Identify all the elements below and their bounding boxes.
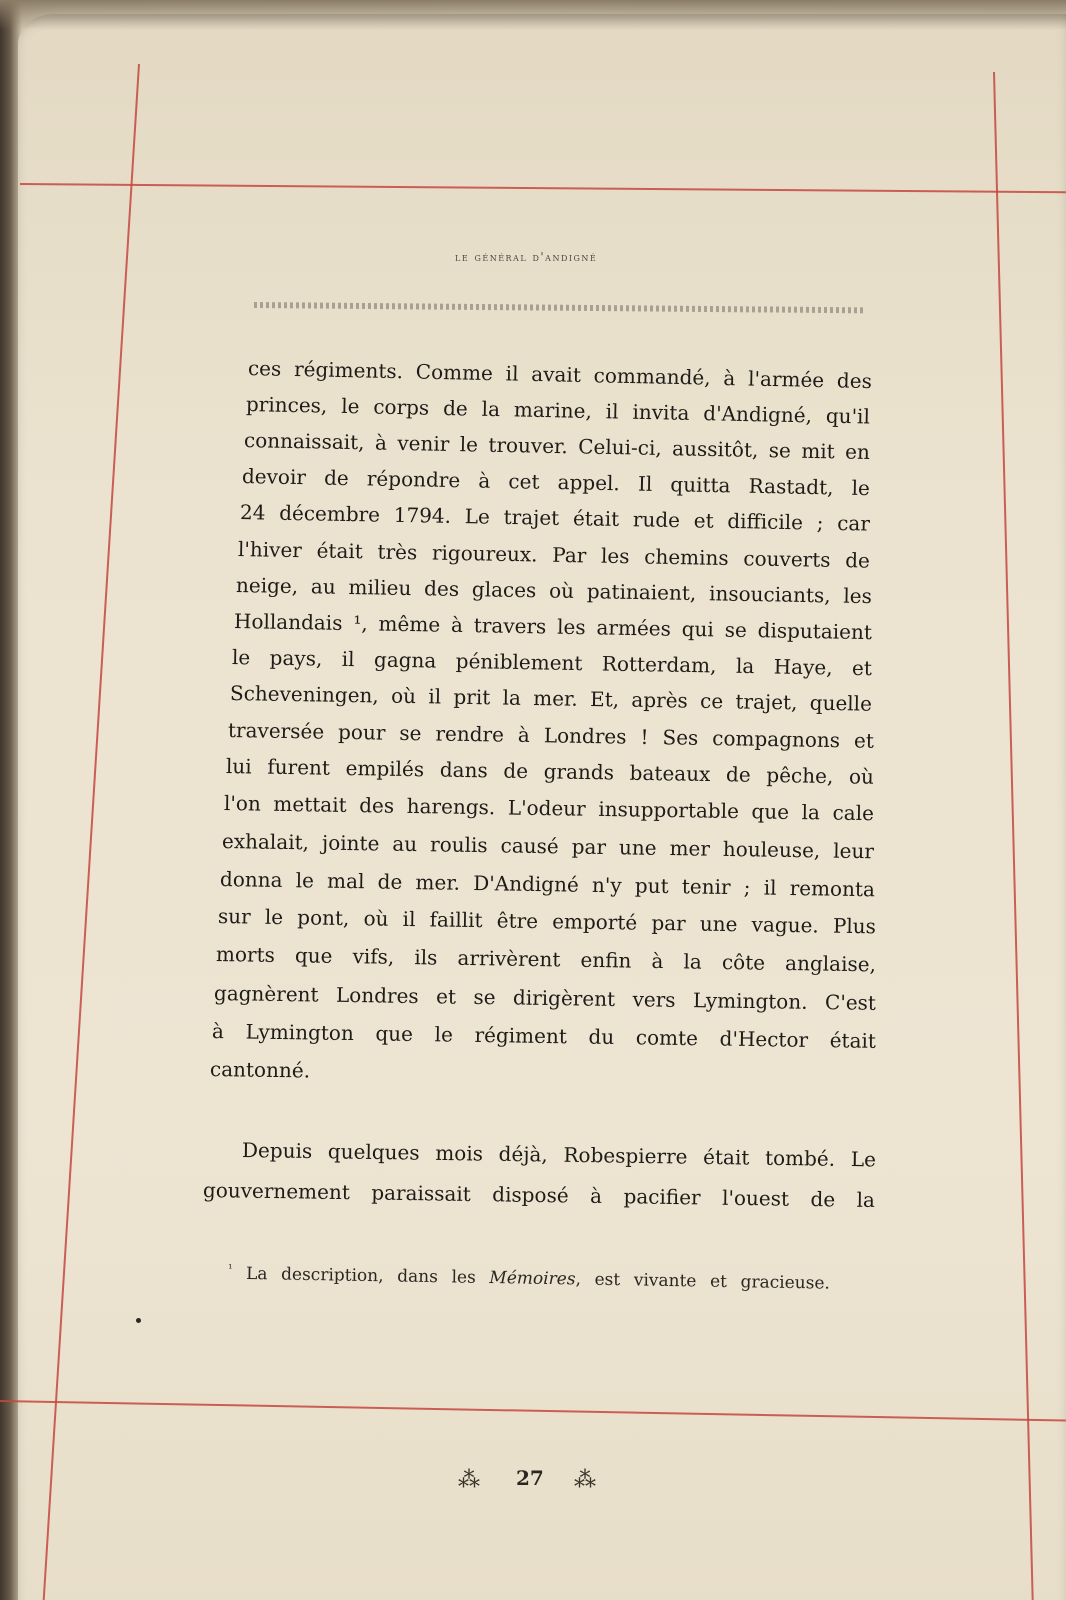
- body-line: gagnèrent Londres et se dirigèrent vers Lymington. C'est: [213, 981, 877, 1015]
- footnote-marker: ¹: [227, 1262, 233, 1276]
- body-line: Hollandais ¹, même à travers les armées qui se disputaient: [233, 609, 873, 645]
- running-head: le général d'andigné: [455, 250, 598, 264]
- ornament-left-icon: ⁂: [458, 1468, 480, 1493]
- body-line: sur le pont, où il faillit être emporté par une vague. Plus: [217, 904, 877, 939]
- body-line: neige, au milieu des glaces où patinaient, insouciants, les: [235, 573, 873, 609]
- body-line: donna le mal de mer. D'Andigné n'y put tenir ; il remonta: [219, 867, 876, 902]
- body-line: morts que vifs, ils arrivèrent enfin à la côte anglaise,: [215, 942, 877, 977]
- body-line: princes, le corps de la marine, il invita d'Andigné, qu'il: [245, 392, 871, 429]
- body-line: lui furent empilés dans de grands bateaux de pêche, où: [225, 754, 875, 789]
- body-line: l'hiver était très rigoureux. Par les chemins couverts de: [237, 537, 871, 573]
- body-line: devoir de répondre à cet appel. Il quitta Rastadt, le: [241, 464, 871, 501]
- page-number: 27: [516, 1466, 544, 1490]
- body-line: à Lymington que le régiment du comte d'Hector était: [211, 1019, 877, 1053]
- body-line: l'on mettait des harengs. L'odeur insupportable que la cale: [223, 791, 875, 826]
- ink-dot: [136, 1318, 141, 1323]
- body-line: le pays, il gagna péniblement Rotterdam, la Haye, et: [231, 645, 873, 681]
- body-line: Scheveningen, où il prit la mer. Et, après ce trajet, quelle: [229, 681, 873, 716]
- body-line: traversée pour se rendre à Londres ! Ses compagnons et: [227, 718, 875, 753]
- body-line: gouvernement paraissait disposé à pacifier l'ouest de la: [202, 1178, 876, 1212]
- body-line: Depuis quelques mois déjà, Robespierre était tombé. Le: [241, 1138, 877, 1172]
- top-shadow: [0, 0, 1066, 30]
- body-line: exhalait, jointe au roulis causé par une mer houleuse, leur: [221, 829, 875, 864]
- footnote-text-end: , est vivante et gracieuse.: [575, 1269, 831, 1294]
- footnote-italic: Mémoires: [489, 1267, 576, 1290]
- body-line: ces régiments. Comme il avait commandé, à l'armée des: [247, 356, 873, 394]
- body-line: connaissait, à venir le trouver. Celui-ci, aussitôt, se mit en: [243, 428, 871, 465]
- body-line: cantonné.: [209, 1057, 311, 1083]
- body-line: 24 décembre 1794. Le trajet était rude et difficile ; car: [239, 500, 871, 536]
- ornament-right-icon: ⁂: [574, 1468, 596, 1493]
- footnote-text: La description, dans les: [245, 1263, 490, 1288]
